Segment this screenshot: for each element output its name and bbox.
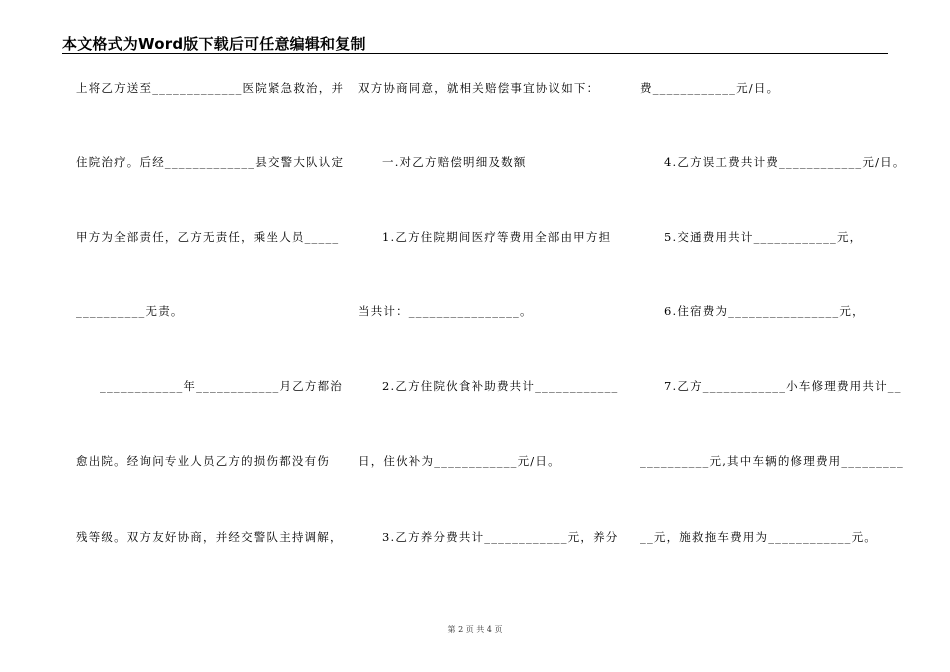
text-line: 3.乙方养分费共计____________元，养分 (382, 530, 619, 544)
text-line: 2.乙方住院伙食补助费共计____________ (382, 379, 619, 393)
document-header-title: 本文格式为Word版下载后可任意编辑和复制 (62, 35, 366, 53)
page-number: 第 2 页 共 4 页 (447, 625, 503, 634)
header-divider (62, 53, 888, 54)
text-line: 6.住宿费为________________元， (664, 304, 865, 318)
text-line: 愈出院。经询问专业人员乙方的损伤都没有伤 (76, 454, 330, 468)
text-line: 日，住伙补为____________元/日。 (358, 454, 561, 468)
text-line: __________无责。 (76, 304, 184, 318)
text-line: 7.乙方____________小车修理费用共计__ (664, 379, 902, 393)
text-line: 1.乙方住院期间医疗等费用全部由甲方担 (382, 230, 612, 244)
text-line: 费____________元/日。 (640, 81, 780, 95)
text-line: 当共计：________________。 (358, 304, 533, 318)
text-line: 上将乙方送至_____________医院紧急救治，并 (76, 81, 345, 95)
text-line: 5.交通费用共计____________元， (664, 230, 863, 244)
text-line: 甲方为全部责任，乙方无责任，乘坐人员_____ (76, 230, 340, 244)
text-line: __________元,其中车辆的修理费用_________ (640, 454, 904, 468)
text-line: 4.乙方误工费共计费____________元/日。 (664, 155, 906, 169)
text-line: __元，施救拖车费用为____________元。 (640, 530, 877, 544)
text-line: ____________年____________月乙方都治 (100, 379, 343, 393)
text-line: 住院治疗。后经_____________县交警大队认定 (76, 155, 345, 169)
text-line: 双方协商同意，就相关赔偿事宜协议如下： (358, 81, 600, 95)
text-line: 一.对乙方赔偿明细及数额 (382, 155, 527, 169)
text-line: 残等级。双方友好协商，并经交警队主持调解， (76, 530, 343, 544)
